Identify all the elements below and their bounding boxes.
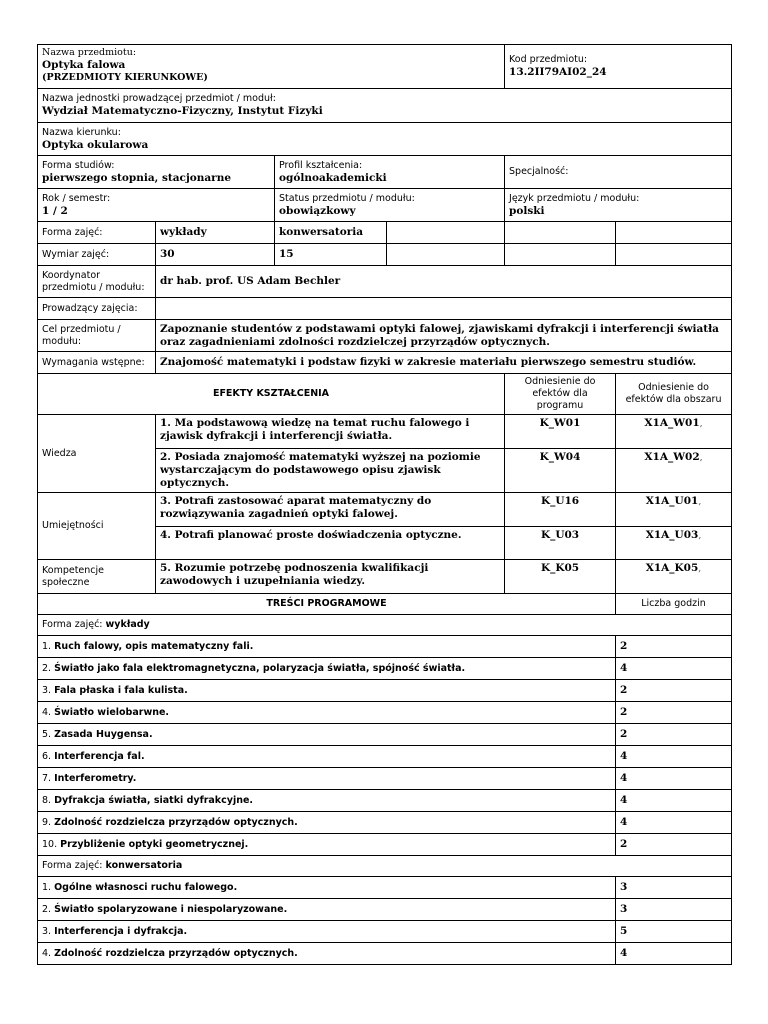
seminar-number: 3. (42, 925, 52, 937)
form-empty-2 (505, 222, 616, 244)
lecture-topic: Interferencja fal. (54, 750, 145, 762)
lecture-topic: Interferometry. (54, 772, 137, 784)
coordinator-value: dr hab. prof. US Adam Bechler (156, 266, 732, 298)
profile-value: ogólnoakademicki (279, 171, 387, 184)
lecture-hours-value: 2 (620, 640, 628, 652)
lecture-hours (616, 658, 732, 680)
lecture-row (38, 702, 732, 724)
lecture-row (38, 834, 732, 856)
seminar-number: 1. (42, 881, 52, 893)
seminar-hours (616, 921, 732, 943)
form-seminars: konwersatoria (275, 222, 387, 244)
lecture-hours-value: 2 (620, 838, 628, 850)
profile-label: Profil kształcenia: (279, 159, 363, 171)
outcome-2-program: K_W04 (505, 449, 616, 493)
specialty-label: Specjalność: (509, 166, 569, 177)
subject-type: (PRZEDMIOTY KIERUNKOWE) (42, 72, 208, 83)
lecture-topic-cell (38, 680, 616, 702)
study-form-value: pierwszego stopnia, stacjonarne (42, 171, 232, 184)
outcome-4-program: K_U03 (505, 527, 616, 560)
year-value: 1 / 2 (42, 204, 68, 217)
lecture-number: 8. (42, 794, 52, 806)
seminar-topic: Zdolność rozdzielcza przyrządów optycznych. (54, 947, 298, 959)
lecture-hours (616, 834, 732, 856)
study-form-cell (38, 156, 275, 189)
lecture-number: 1. (42, 640, 52, 652)
lecture-number: 9. (42, 816, 52, 828)
lecture-row (38, 658, 732, 680)
coordinator-label: Koordynator przedmiotu / modułu: (38, 266, 156, 298)
seminar-hours-value: 3 (620, 903, 628, 915)
lecture-number: 2. (42, 662, 52, 674)
lecture-topic-cell (38, 658, 616, 680)
lecture-hours (616, 746, 732, 768)
lecture-number: 3. (42, 684, 52, 696)
code-cell (505, 45, 732, 89)
seminar-topic-cell (38, 921, 616, 943)
lecture-hours-value: 4 (620, 750, 628, 762)
seminar-hours-value: 4 (620, 947, 628, 959)
unit-label: Nazwa jednostki prowadzącej przedmiot / moduł: (42, 93, 276, 104)
outcomes-title: EFEKTY KSZTAŁCENIA (38, 374, 505, 415)
seminar-number: 2. (42, 903, 52, 915)
lecture-row (38, 680, 732, 702)
lecture-hours (616, 790, 732, 812)
lecture-topic: Zdolność rozdzielcza przyrządów optycznych. (54, 816, 298, 828)
lecture-row (38, 812, 732, 834)
subject-label: Nazwa przedmiotu: (42, 47, 137, 58)
outcome-3-program: K_U16 (505, 493, 616, 527)
lecture-hours (616, 636, 732, 658)
lecture-hours-value: 4 (620, 662, 628, 674)
hours-label: Wymiar zajęć: (38, 244, 156, 266)
lecture-number: 7. (42, 772, 52, 784)
lecture-hours (616, 724, 732, 746)
lectures-list (38, 636, 732, 856)
outcomes-col-program: Odniesienie do efektów dla programu (505, 374, 616, 415)
content-title: TREŚCI PROGRAMOWE (38, 594, 616, 615)
seminar-topic-cell (38, 899, 616, 921)
seminar-topic-cell (38, 943, 616, 965)
outcome-4-text: 4. Potrafi planować proste doświadczenia optyczne. (156, 527, 505, 560)
specialty-cell (505, 156, 732, 189)
outcome-1-area: X1A_W01, (616, 415, 732, 449)
lecture-topic-cell (38, 768, 616, 790)
code-value: 13.2II79AI02_24 (509, 66, 607, 78)
lecture-number: 10. (42, 838, 58, 850)
lecture-row (38, 724, 732, 746)
status-label: Status przedmiotu / modułu: (279, 192, 415, 204)
category-knowledge: Wiedza (38, 415, 156, 493)
lecture-topic: Światło jako fala elektromagnetyczna, polaryzacja światła, spójność światła. (54, 662, 466, 674)
outcome-3-area: X1A_U01, (616, 493, 732, 527)
goal-value: Zapoznanie studentów z podstawami optyki falowej, zjawiskami dyfrakcji i interferencji światła oraz zagadnieniami zdolności rozdzielczej przyrządów optycznych. (156, 320, 732, 352)
lecture-topic: Zasada Huygensa. (54, 728, 153, 740)
lecture-hours (616, 768, 732, 790)
outcomes-col-area: Odniesienie do efektów dla obszaru (616, 374, 732, 415)
lecture-hours-value: 2 (620, 684, 628, 696)
outcome-5-area: X1A_K05, (616, 560, 732, 594)
seminars-list (38, 877, 732, 965)
lecture-topic: Światło wielobarwne. (54, 706, 170, 718)
lecture-topic: Ruch falowy, opis matematyczny fali. (54, 640, 254, 652)
seminar-hours (616, 899, 732, 921)
field-label: Nazwa kierunku: (42, 126, 121, 138)
year-cell (38, 189, 275, 222)
status-cell (275, 189, 505, 222)
lecture-hours (616, 680, 732, 702)
outcome-4-area: X1A_U03, (616, 527, 732, 560)
unit-value: Wydział Matematyczno-Fizyczny, Instytut Fizyki (42, 105, 323, 117)
lecture-topic-cell (38, 834, 616, 856)
lecture-row (38, 768, 732, 790)
outcome-3-text: 3. Potrafi zastosować aparat matematyczny do rozwiązywania zagadnień optyki falowej. (156, 493, 505, 527)
syllabus-table (37, 44, 732, 965)
lecture-hours-value: 4 (620, 794, 628, 806)
requirements-label: Wymagania wstępne: (38, 352, 156, 374)
requirements-value: Znajomość matematyki i podstaw fizyki w zakresie materiału pierwszego semestru studiów. (156, 352, 732, 374)
unit-cell (38, 89, 732, 123)
lecture-number: 5. (42, 728, 52, 740)
seminar-row (38, 899, 732, 921)
outcome-2-area: X1A_W02, (616, 449, 732, 493)
seminar-topic: Światło spolaryzowane i niespolaryzowane. (54, 903, 288, 915)
outcome-1-program: K_W01 (505, 415, 616, 449)
outcome-5-program: K_K05 (505, 560, 616, 594)
lecture-number: 6. (42, 750, 52, 762)
lecture-hours (616, 812, 732, 834)
hours-seminars: 15 (275, 244, 387, 266)
form-lectures: wykłady (156, 222, 275, 244)
subject-name: Optyka falowa (42, 59, 126, 71)
lecture-hours-value: 4 (620, 816, 628, 828)
code-label: Kod przedmiotu: (509, 54, 588, 65)
lecture-topic: Dyfrakcja światła, siatki dyfrakcyjne. (54, 794, 254, 806)
lecture-hours (616, 702, 732, 724)
seminar-hours (616, 877, 732, 899)
seminar-topic: Ogólne własnosci ruchu falowego. (54, 881, 238, 893)
lecture-topic-cell (38, 746, 616, 768)
lecture-hours-value: 2 (620, 706, 628, 718)
lecture-topic: Przybliżenie optyki geometrycznej. (60, 838, 249, 850)
seminar-hours-value: 3 (620, 881, 628, 893)
form-empty-1 (387, 222, 505, 244)
hours-empty-1 (387, 244, 505, 266)
lectures-header: Forma zajęć: wykłady (38, 615, 732, 636)
field-value: Optyka okularowa (42, 138, 149, 151)
language-value: polski (509, 204, 545, 217)
hours-empty-2 (505, 244, 616, 266)
content-hours-label: Liczba godzin (616, 594, 732, 615)
instructors-value (156, 298, 732, 320)
outcome-1-text: 1. Ma podstawową wiedzę na temat ruchu falowego i zjawisk dyfrakcji i interferencji światła. (156, 415, 505, 449)
seminar-number: 4. (42, 947, 52, 959)
hours-lectures: 30 (156, 244, 275, 266)
language-label: Język przedmiotu / modułu: (509, 192, 640, 204)
lecture-row (38, 636, 732, 658)
form-empty-3 (616, 222, 732, 244)
seminar-hours-value: 5 (620, 925, 628, 937)
status-value: obowiązkowy (279, 204, 356, 217)
seminar-hours (616, 943, 732, 965)
goal-label: Cel przedmiotu / modułu: (38, 320, 156, 352)
lecture-topic: Fala płaska i fala kulista. (54, 684, 188, 696)
forms-label: Forma zajęć: (38, 222, 156, 244)
outcome-2-text: 2. Posiada znajomość matematyki wyższej na poziomie wystarczającym do podstawowego opisu zjawisk optycznych. (156, 449, 505, 493)
outcome-5-text: 5. Rozumie potrzebę podnoszenia kwalifikacji zawodowych i uzupełniania wiedzy. (156, 560, 505, 594)
seminar-row (38, 943, 732, 965)
seminar-topic-cell (38, 877, 616, 899)
category-social: Kompetencje społeczne (38, 560, 156, 594)
seminar-row (38, 921, 732, 943)
seminar-topic: Interferencja i dyfrakcja. (54, 925, 188, 937)
lecture-hours-value: 4 (620, 772, 628, 784)
year-label: Rok / semestr: (42, 192, 111, 204)
subject-cell (38, 45, 505, 89)
field-cell (38, 123, 732, 156)
lecture-topic-cell (38, 636, 616, 658)
lecture-topic-cell (38, 790, 616, 812)
lecture-topic-cell (38, 724, 616, 746)
profile-cell (275, 156, 505, 189)
lecture-row (38, 746, 732, 768)
lecture-topic-cell (38, 812, 616, 834)
lecture-number: 4. (42, 706, 52, 718)
language-cell (505, 189, 732, 222)
lecture-topic-cell (38, 702, 616, 724)
lecture-hours-value: 2 (620, 728, 628, 740)
hours-empty-3 (616, 244, 732, 266)
instructors-label: Prowadzący zajęcia: (38, 298, 156, 320)
lecture-row (38, 790, 732, 812)
category-skills: Umiejętności (38, 493, 156, 560)
study-form-label: Forma studiów: (42, 159, 115, 171)
seminar-row (38, 877, 732, 899)
seminars-header: Forma zajęć: konwersatoria (38, 856, 732, 877)
